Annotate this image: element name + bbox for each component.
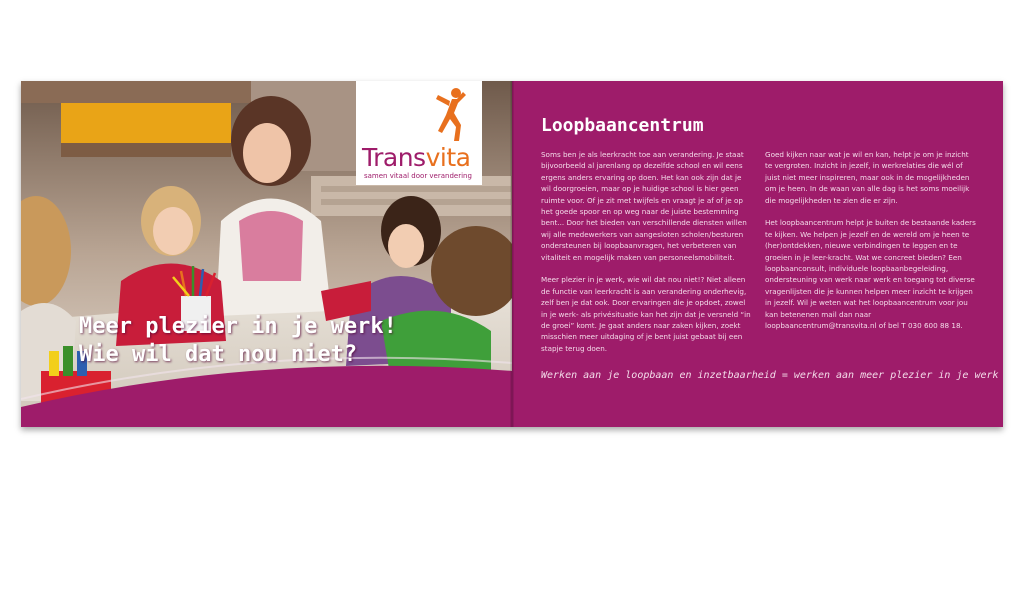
brochure-right-page xyxy=(512,81,1003,427)
paragraph: Goed kijken naar wat je wil en kan, helpt je om je inzicht te vergroten. Inzicht in jezelf, in werkrelaties die wél of juist niet meer inspireren, maar ook in de mogelijkheden om je heen. In de waan van alle dag is het soms moeilijk die mogelijkheden te zien die er zijn. xyxy=(765,150,970,205)
headline xyxy=(79,313,397,369)
headline-line-1: Meer plezier in je werk! xyxy=(79,314,397,339)
transvita-logo xyxy=(356,81,482,185)
paragraph: Meer plezier in je werk, wie wil dat nou niet!? Niet alleen de functie van leerkracht is aan verandering onderhevig, zelf ben je dat ook. Door ervaringen die je opdoet, zowel in je werk- als privésituatie kan het zijn dat je versneld “in de groei” komt. Je gaat anders naar zaken kijken, zoekt misschien meer uitdaging of je bent juist gebaat bij een stapje terug doen. xyxy=(541,275,751,353)
paragraph: Soms ben je als leerkracht toe aan verandering. Je staat bijvoorbeeld al jarenlang op dezelfde school en wil eens ergens anders ervaring op doen. Het kan ook zijn dat je wil doorgroeien, maar op je huidige school is hier geen ruimte voor. Of je zit met twijfels en vraagt je af of je op het goede spoor en op weg naar de juiste bestemming bent... Door het bieden van verschillende diensten willen wij alle medewerkers van aangesloten scholen/besturen ondersteunen bij loopbaanvragen, het verbeteren van vitaliteit en mogelijk maken van personeelsmobiliteit. xyxy=(541,150,747,262)
closing-tagline: Werken aan je loopbaan en inzetbaarheid = werken aan meer plezier in je werk xyxy=(541,370,999,381)
jumping-figure-icon xyxy=(430,85,470,145)
logo-tagline: samen vitaal door verandering xyxy=(364,172,472,180)
brochure-left-page xyxy=(21,81,512,427)
text-column-2 xyxy=(765,149,977,343)
page-fold xyxy=(510,81,514,427)
logo-wordmark: Transvita xyxy=(362,143,471,172)
headline-line-2: Wie wil dat nou niet? xyxy=(79,342,358,367)
page-title: Loopbaancentrum xyxy=(541,115,704,136)
text-column-1 xyxy=(541,149,753,366)
brochure-spread xyxy=(21,81,1003,427)
paragraph: Het loopbaancentrum helpt je buiten de bestaande kaders te kijken. We helpen je jezelf en de wereld om je heen te (her)ontdekken, nieuwe verbindingen te leggen en te groeien in je leer-kracht. Wat we concreet bieden? Een loopbaanconsult, individuele loopbaanbegeleiding, ondersteuning van werk naar werk en toegang tot diverse vragenlijsten die je kunnen helpen meer inzicht te krijgen in jezelf. Wil je weten wat het loopbaancentrum voor jou kan betenenen mail dan naar loopbaancentrum@transvita.nl of bel T 030 600 88 18. xyxy=(765,218,976,331)
